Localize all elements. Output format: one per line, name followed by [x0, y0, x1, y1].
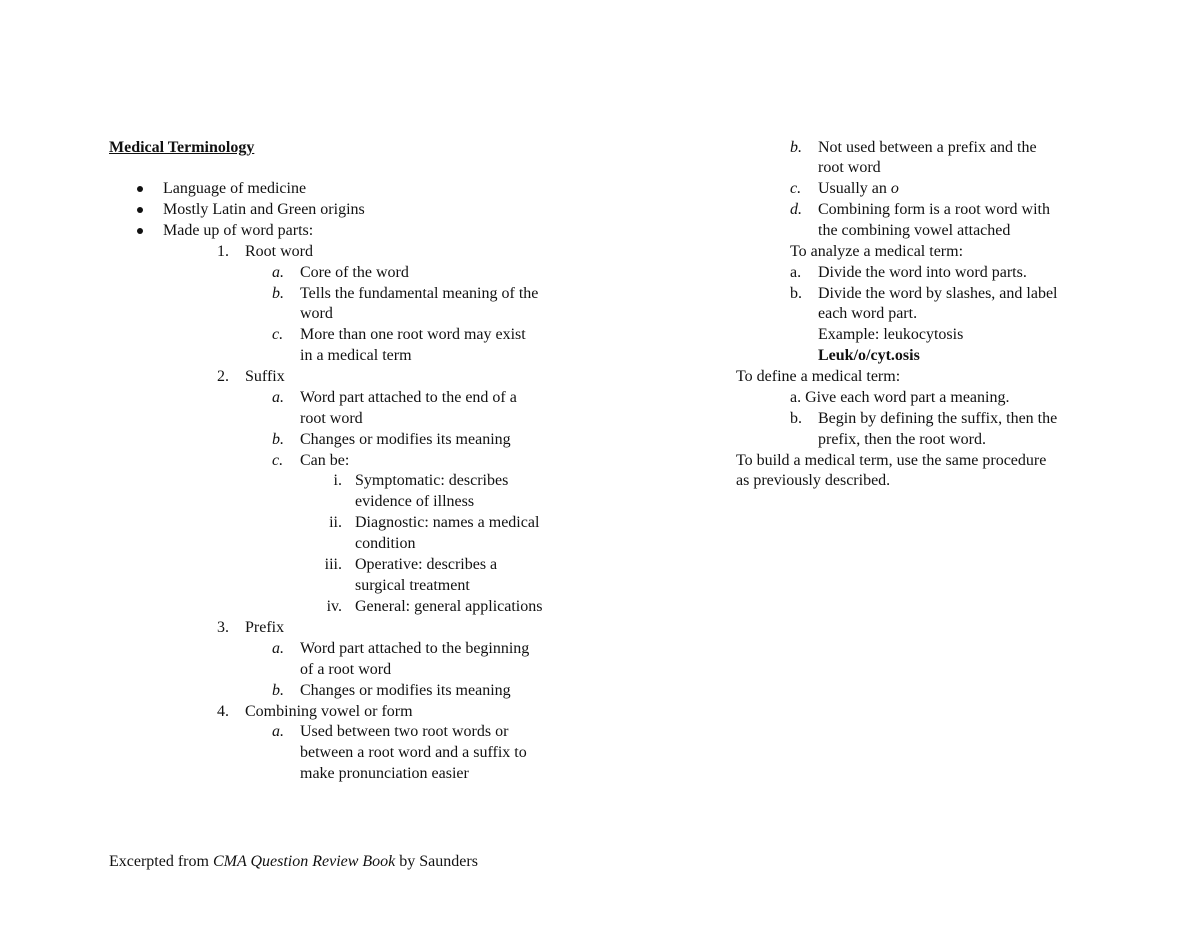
example-breakdown: Leuk/o/cyt.osis — [818, 347, 920, 364]
list-item-text: Can be: — [300, 452, 350, 469]
list-letter: a. — [272, 640, 284, 657]
bullet-text: Language of medicine — [163, 180, 307, 197]
list-item-text: each word part. — [818, 305, 918, 322]
list-item-label: Prefix — [245, 619, 285, 636]
paragraph-text: as previously described. — [736, 472, 891, 489]
list-letter: c. — [272, 452, 284, 469]
list-item-text: Divide the word into word parts. — [818, 264, 1027, 281]
list-item-text: a. Give each word part a meaning. — [790, 389, 1010, 406]
list-letter: b. — [272, 285, 284, 302]
list-item-text: Operative: describes a — [355, 556, 498, 573]
section-heading: To define a medical term: — [736, 368, 901, 385]
list-item-text: Changes or modifies its meaning — [300, 431, 511, 448]
list-letter: b. — [790, 285, 802, 302]
list-roman: ii. — [329, 514, 342, 531]
list-item-text: surgical treatment — [355, 577, 470, 594]
list-item-text: Used between two root words or — [300, 723, 509, 740]
list-letter: d. — [790, 201, 802, 218]
list-roman: i. — [333, 472, 342, 489]
list-letter: c. — [790, 180, 802, 197]
list-item-text: root word — [300, 410, 363, 427]
bullet-icon — [137, 228, 143, 234]
list-item-text: word — [300, 305, 333, 322]
list-item-label: Combining vowel or form — [245, 703, 413, 720]
list-item-text: Diagnostic: names a medical — [355, 514, 540, 531]
list-item-text: Word part attached to the end of a — [300, 389, 517, 406]
list-roman: iii. — [324, 556, 342, 573]
list-letter: b. — [272, 431, 284, 448]
list-letter: a. — [790, 264, 802, 281]
list-item-text: Symptomatic: describes — [355, 472, 509, 489]
list-item-label: Suffix — [245, 368, 285, 385]
book-title: CMA Question Review Book — [212, 853, 396, 870]
list-letter: b. — [790, 410, 802, 427]
list-item-text: Core of the word — [300, 264, 409, 281]
list-item-text: prefix, then the root word. — [818, 431, 986, 448]
list-number: 2. — [217, 368, 229, 385]
list-item-text: make pronunciation easier — [300, 765, 469, 782]
list-item-text: the combining vowel attached — [818, 222, 1011, 239]
list-item-text: in a medical term — [300, 347, 412, 364]
list-letter: a. — [272, 389, 284, 406]
list-item-text: Divide the word by slashes, and label — [818, 285, 1058, 302]
paragraph-text: To build a medical term, use the same procedure — [736, 452, 1047, 469]
list-number: 3. — [217, 619, 229, 636]
list-item-text: between a root word and a suffix to — [300, 744, 527, 761]
list-item-text: Changes or modifies its meaning — [300, 682, 511, 699]
example-text: Example: leukocytosis — [818, 326, 964, 343]
bullet-icon — [137, 186, 143, 192]
list-item-text: General: general applications — [355, 598, 543, 615]
bullet-text: Made up of word parts: — [163, 222, 314, 239]
footer-suffix: by Saunders — [395, 853, 478, 870]
list-item-text: evidence of illness — [355, 493, 475, 510]
list-number: 4. — [217, 703, 229, 720]
list-item-text: Word part attached to the beginning — [300, 640, 530, 657]
list-letter: b. — [790, 139, 802, 156]
footer-prefix: Excerpted from — [109, 853, 213, 870]
list-letter: c. — [272, 326, 284, 343]
list-item-text: More than one root word may exist — [300, 326, 526, 343]
list-item-text: Usually an — [818, 180, 887, 197]
bullet-text: Mostly Latin and Green origins — [163, 201, 365, 218]
list-number: 1. — [217, 243, 229, 260]
list-item-text: root word — [818, 159, 881, 176]
list-item-text: Not used between a prefix and the — [818, 139, 1037, 156]
list-item-text: Combining form is a root word with — [818, 201, 1050, 218]
list-roman: iv. — [326, 598, 342, 615]
list-item-text — [818, 179, 899, 199]
list-letter: b. — [272, 682, 284, 699]
page-title: Medical Terminology — [109, 139, 255, 156]
list-item-label: Root word — [245, 243, 313, 260]
section-heading: To analyze a medical term: — [790, 243, 964, 260]
list-item-text: condition — [355, 535, 416, 552]
list-letter: a. — [272, 723, 284, 740]
bullet-icon — [137, 207, 143, 213]
list-item-text: Tells the fundamental meaning of the — [300, 285, 539, 302]
list-letter: a. — [272, 264, 284, 281]
list-item-text: Begin by defining the suffix, then the — [818, 410, 1058, 427]
list-item-text: of a root word — [300, 661, 392, 678]
italic-letter: o — [890, 180, 899, 197]
footer-citation — [109, 852, 478, 872]
